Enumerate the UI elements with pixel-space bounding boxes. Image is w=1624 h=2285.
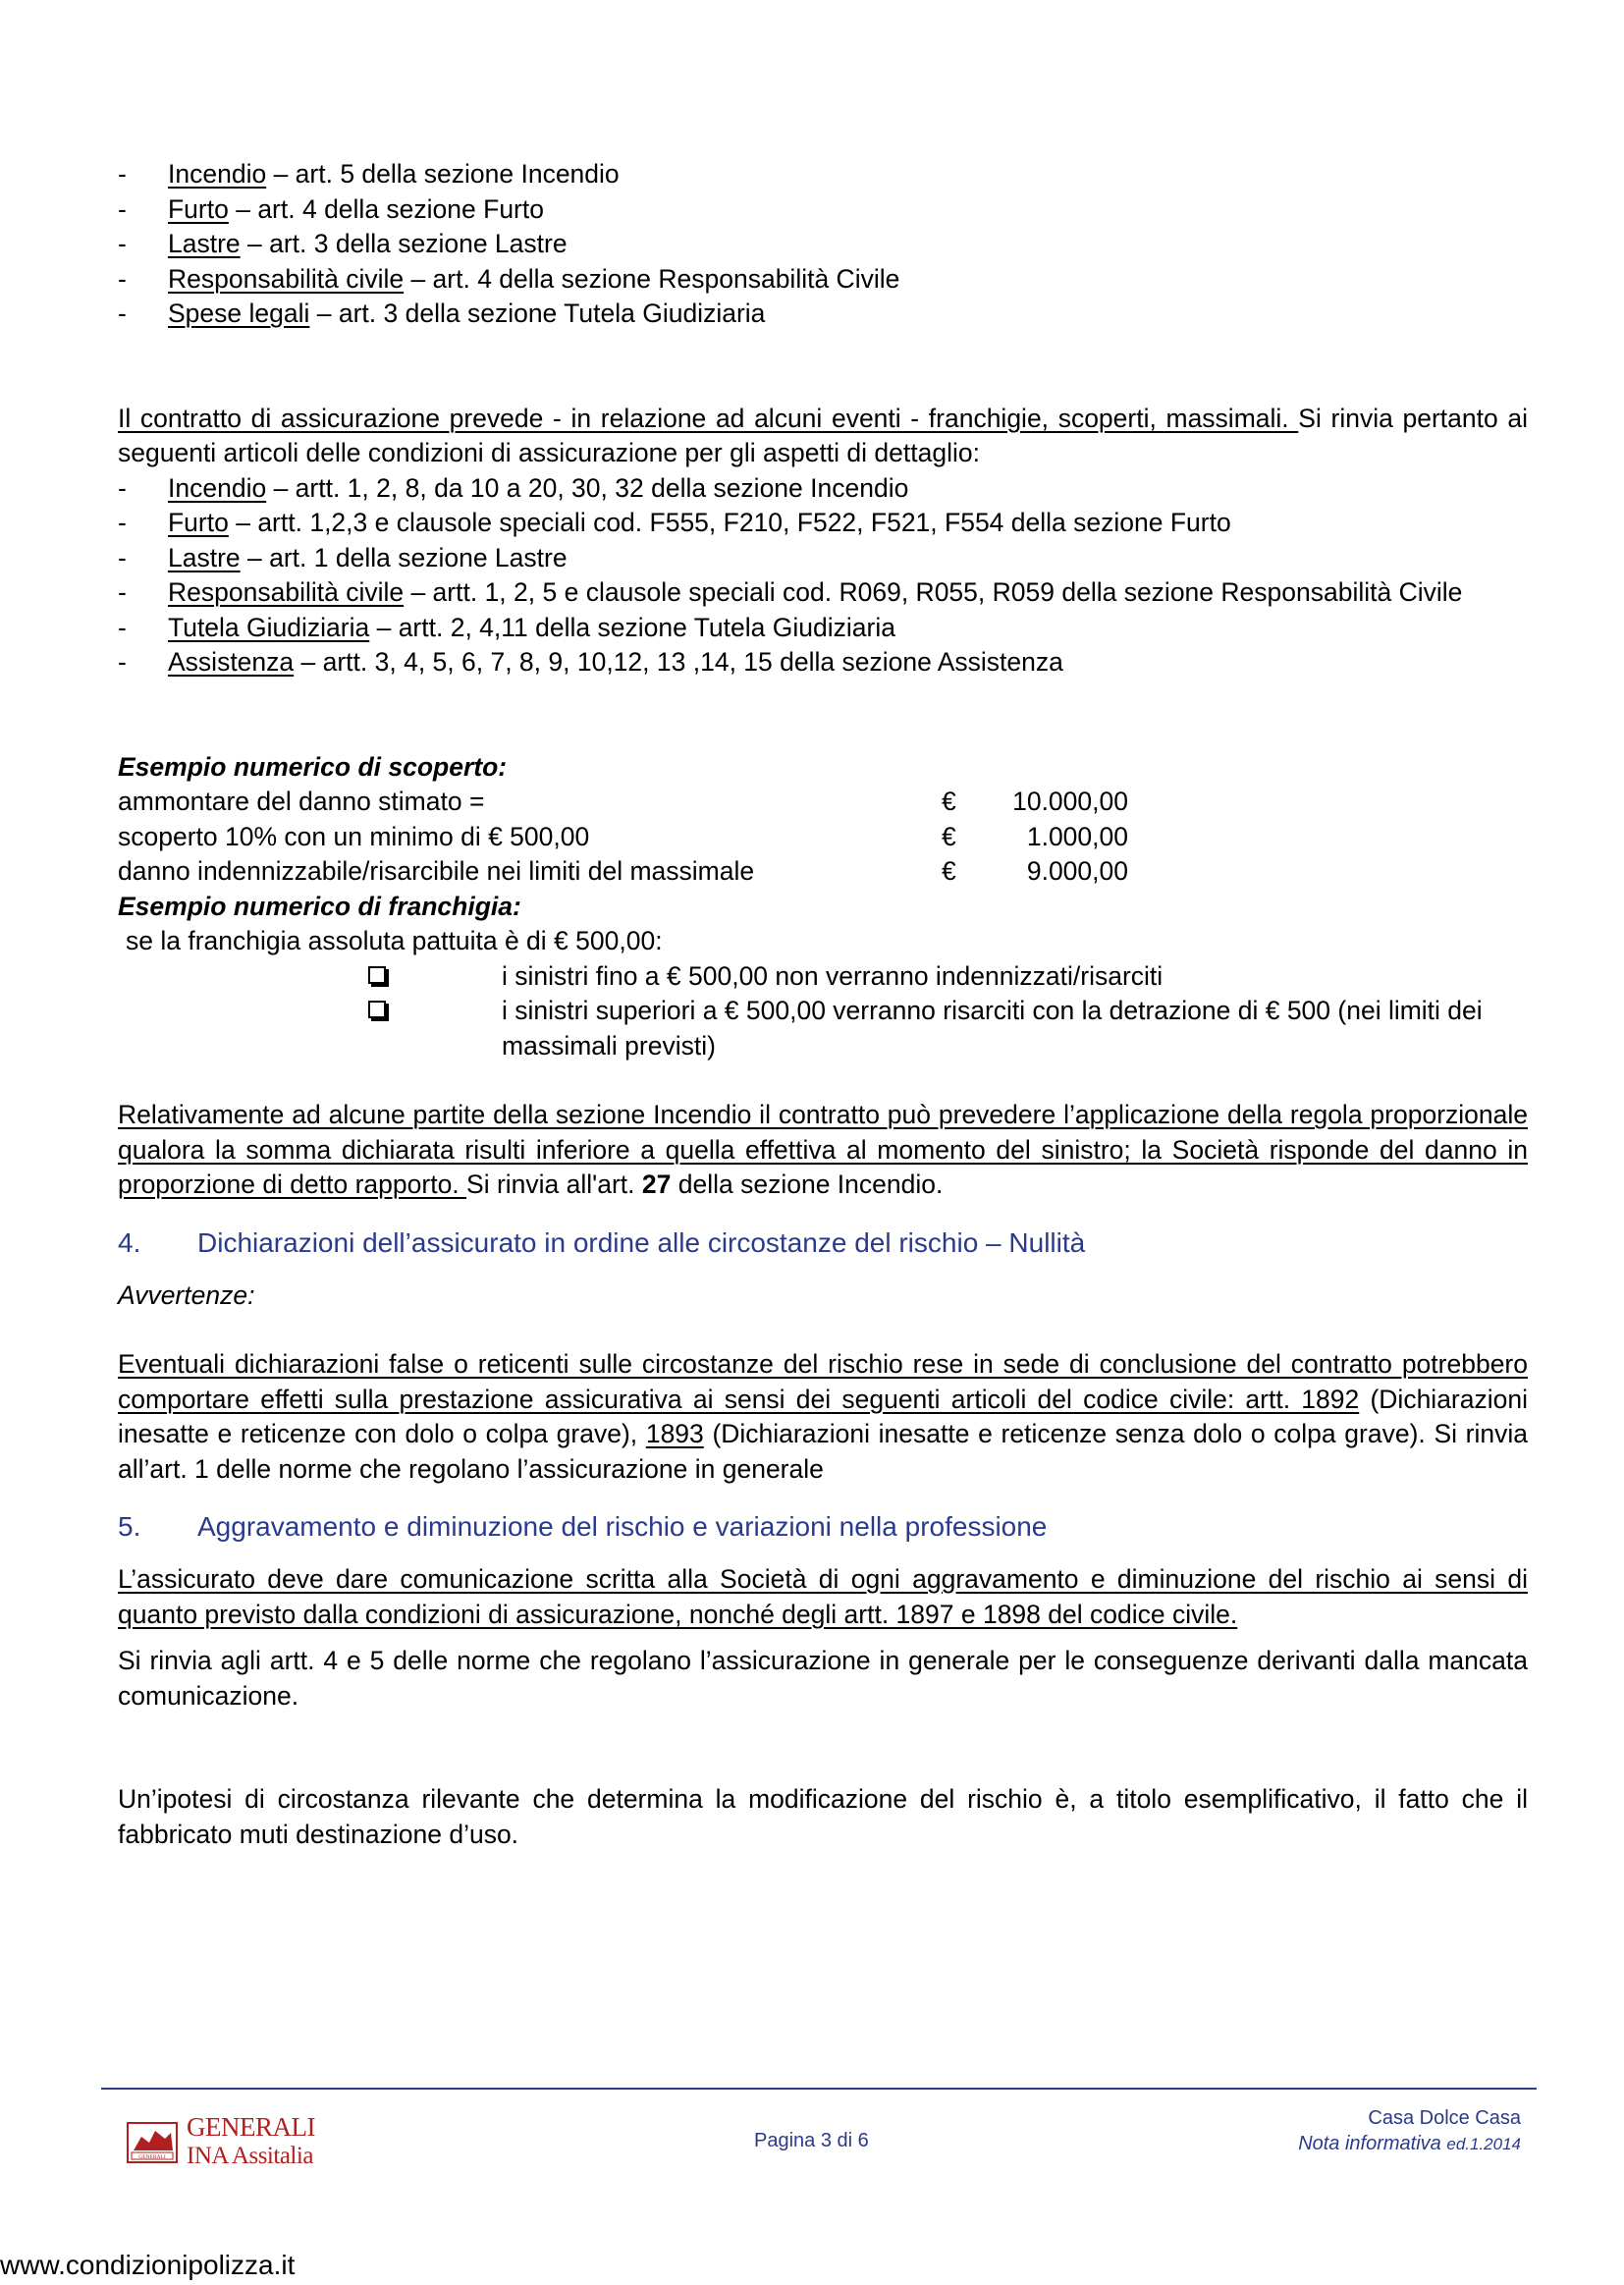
list-item <box>118 611 1528 646</box>
list-item <box>118 192 1528 228</box>
example-row-currency: € <box>942 787 956 816</box>
list-item <box>118 506 1528 541</box>
intro-list <box>118 157 1528 332</box>
franchigie-paragraph-underlined: Il contratto di assicurazione prevede - in relazione ad alcuni eventi - franchigie, scoperti, massimali. <box>118 403 1299 433</box>
scoperto-example-title: Esempio numerico di scoperto: <box>118 751 508 782</box>
avvertenze-label: Avvertenze: <box>118 1279 255 1310</box>
list-item <box>118 575 1528 611</box>
section-5-heading <box>118 1509 1528 1545</box>
section-4-heading <box>118 1225 1528 1261</box>
website-watermark: www.condizionipolizza.it <box>0 2250 296 2280</box>
section-5-title: Aggravamento e diminuzione del rischio e variazioni nella professione <box>197 1511 1048 1542</box>
proporzionale-paragraph-text-end: della sezione Incendio. <box>671 1170 944 1199</box>
list-item <box>118 297 1528 332</box>
list-item <box>118 157 1528 192</box>
logo-badge-text: GENERALI <box>138 2154 166 2160</box>
list-item-text: – art. 3 della sezione Tutela Giudiziaria <box>309 299 766 328</box>
list-item-text: – art. 3 della sezione Lastre <box>240 229 568 258</box>
page-content <box>118 157 1528 1852</box>
example-row <box>118 854 1528 890</box>
product-info <box>1298 2105 1521 2157</box>
example-row-label: scoperto 10% con un minimo di € 500,00 <box>118 821 590 851</box>
proporzionale-paragraph-bold: 27 <box>641 1170 672 1199</box>
product-name: Casa Dolce Casa <box>1368 2107 1521 2129</box>
franchigie-list <box>118 471 1528 680</box>
nota-label: Nota informativa <box>1298 2133 1447 2154</box>
checklist-item-text: i sinistri superiori a € 500,00 verranno risarciti con la detrazione di € 500 (nei limiti dei massimali previsti) <box>502 996 1483 1061</box>
proporzionale-paragraph-text: Si rinvia all'art. <box>466 1170 642 1199</box>
section-4-paragraph-text-end: (Dichiarazioni inesatte e reticenze senza dolo o colpa grave). Si rinvia all’art. 1 delle norme che regolano l’assicurazione in generale <box>118 1419 1529 1484</box>
franchigia-example <box>118 890 1528 1064</box>
checkbox-square-icon <box>368 959 502 995</box>
franchigia-example-title: Esempio numerico di franchigia: <box>118 891 521 921</box>
section-5-paragraph-2: Si rinvia agli artt. 4 e 5 delle norme che regolano l’assicurazione in generale per le conseguenze derivanti dalla mancata comunicazione. <box>118 1646 1528 1711</box>
section-4-paragraph-underlined-2: 1893 <box>645 1419 704 1448</box>
example-row-amount: 9.000,00 <box>1026 856 1128 886</box>
generali-ina-assitalia-logo <box>126 2113 332 2174</box>
example-row <box>118 820 1528 855</box>
section-5-number: 5. <box>118 1511 141 1542</box>
list-item-text: – artt. 2, 4,11 della sezione Tutela Giudiziaria <box>369 612 895 642</box>
section-4-paragraph-text: (Dichiarazioni inesatte e reticenze con dolo o colpa grave), <box>118 1384 1528 1448</box>
list-item-text: – artt. 1, 2, 5 e clausole speciali cod. R069, R055, R059 della sezione Responsabilità Civile <box>404 577 1463 607</box>
list-item-term: Furto <box>168 193 229 224</box>
list-item-text: – art. 1 della sezione Lastre <box>240 542 568 572</box>
list-item <box>118 541 1528 576</box>
logo-text <box>187 2113 315 2170</box>
list-item-term: Spese legali <box>168 299 310 328</box>
checklist-item <box>118 959 1528 995</box>
example-row-currency: € <box>942 821 956 851</box>
list-item-term: Furto <box>168 508 229 537</box>
list-item-text: – artt. 1,2,3 e clausole speciali cod. F555, F210, F522, F521, F554 della sezione Furto <box>228 508 1231 537</box>
page-number: Pagina 3 di 6 <box>754 2130 869 2151</box>
proporzionale-paragraph <box>118 1098 1528 1203</box>
list-item-term: Lastre <box>168 542 241 572</box>
scoperto-example <box>118 750 1528 890</box>
section-4-paragraph <box>118 1347 1528 1487</box>
proporzionale-paragraph-underlined: Relativamente ad alcune partite della sezione Incendio il contratto può prevedere l’applicazione della regola proporzionale qualora la somma dichiarata risulti inferiore a quella effettiva al momento del sinistro; la Società risponde del danno in proporzione di detto rapporto. <box>118 1100 1528 1199</box>
example-row-label: ammontare del danno stimato = <box>118 787 485 816</box>
example-row-amount: 1.000,00 <box>1026 821 1128 851</box>
nota-informativa <box>1298 2131 1521 2157</box>
list-item <box>118 645 1528 680</box>
checkbox-square-icon <box>368 994 502 1063</box>
franchigie-paragraph <box>118 402 1528 471</box>
list-item-text: – artt. 1, 2, 8, da 10 a 20, 30, 32 della sezione Incendio <box>266 472 909 503</box>
example-row-amount: 10.000,00 <box>1012 787 1128 816</box>
list-item-term: Incendio <box>168 159 267 189</box>
section-4-number: 4. <box>118 1226 141 1258</box>
checklist-item <box>118 994 1528 1063</box>
logo-line-2: INA Assitalia <box>187 2143 313 2169</box>
franchigia-example-intro: se la franchigia assoluta pattuita è di € 500,00: <box>126 926 663 955</box>
list-item-term: Responsabilità civile <box>168 263 405 294</box>
list-item-text: – art. 4 della sezione Responsabilità Civile <box>404 263 900 294</box>
franchigie-paragraph-text: Si rinvia pertanto ai seguenti articoli delle condizioni di assicurazione per gli aspetti di dettaglio: <box>118 403 1528 467</box>
section-5-paragraph-1 <box>118 1562 1528 1632</box>
example-row <box>118 785 1528 820</box>
list-item-text: – art. 5 della sezione Incendio <box>266 159 620 189</box>
generali-lion-icon <box>126 2113 183 2170</box>
list-item-term: Lastre <box>168 229 241 258</box>
footer-divider <box>101 2088 1537 2090</box>
list-item-text: – artt. 3, 4, 5, 6, 7, 8, 9, 10,12, 13 ,14, 15 della sezione Assistenza <box>294 647 1063 677</box>
list-item <box>118 262 1528 298</box>
logo-line-1: GENERALI <box>187 2112 315 2142</box>
edition-label: ed.1.2014 <box>1446 2135 1521 2153</box>
list-item-term: Responsabilità civile <box>168 577 405 607</box>
list-item-term: Assistenza <box>168 647 295 677</box>
section-5-paragraph-1-underlined: L’assicurato deve dare comunicazione scritta alla Società di ogni aggravamento e diminuzione del rischio ai sensi di quanto previsto dalla condizioni di assicurazione, nonché degli artt. 1897 e 1898 del codice civile. <box>118 1564 1528 1629</box>
list-item-term: Tutela Giudiziaria <box>168 612 370 642</box>
section-4-paragraph-underlined: Eventuali dichiarazioni false o reticenti sulle circostanze del rischio rese in sede di conclusione del contratto potrebbero comportare effetti sulla prestazione assicurativa ai sensi dei seguenti articoli del codice civile: artt. 1892 <box>118 1349 1528 1414</box>
example-row-currency: € <box>942 856 956 886</box>
list-item-text: – art. 4 della sezione Furto <box>228 193 544 224</box>
list-item <box>118 471 1528 507</box>
list-item <box>118 227 1528 262</box>
example-row-label: danno indennizzabile/risarcibile nei limiti del massimale <box>118 856 755 886</box>
section-4-title: Dichiarazioni dell’assicurato in ordine alle circostanze del rischio – Nullità <box>197 1226 1086 1258</box>
section-5-paragraph-3: Un’ipotesi di circostanza rilevante che determina la modificazione del rischio è, a titolo esemplificativo, il fatto che il fabbricato muti destinazione d’uso. <box>118 1784 1528 1849</box>
checklist-item-text: i sinistri fino a € 500,00 non verranno indennizzati/risarciti <box>502 960 1164 991</box>
list-item-term: Incendio <box>168 472 267 503</box>
